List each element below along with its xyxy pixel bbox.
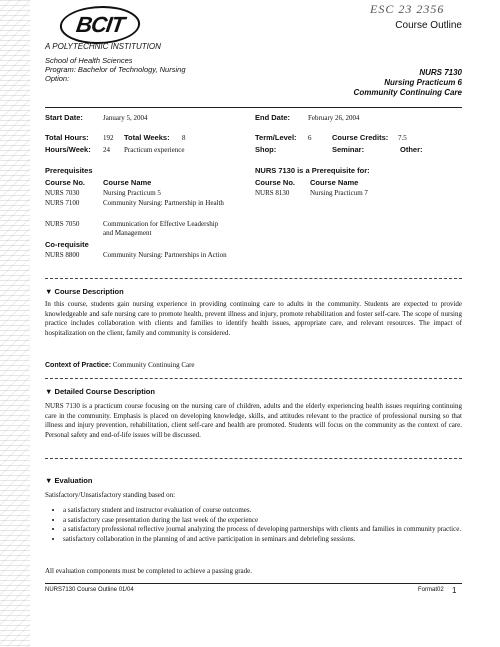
hours-week-label: Hours/Week: <box>45 145 91 154</box>
school-info <box>45 56 186 83</box>
course-subtitle: Community Continuing Care <box>353 88 462 97</box>
prereq-for-heading: NURS 7130 is a Prerequisite for: <box>255 166 370 175</box>
divider <box>45 107 462 108</box>
prereq-no-1: NURS 7030 <box>45 189 80 197</box>
end-date-label: End Date: <box>255 113 291 122</box>
divider <box>45 278 462 279</box>
seminar-label: Seminar: <box>332 145 365 154</box>
scan-noise-edge <box>0 0 30 647</box>
prereq-for-col-name: Course Name <box>310 178 359 187</box>
prereq-name-2: Community Nursing: Partnership in Health <box>103 199 224 207</box>
start-date-value: January 5, 2004 <box>103 114 148 122</box>
list-item: • a satisfactory case presentation during the last week of the experience <box>63 516 473 526</box>
hours-week-desc: Practicum experience <box>124 146 185 154</box>
coreq-heading: Co-requisite <box>45 240 89 249</box>
hours-week-value: 24 <box>103 146 110 154</box>
coreq-no-1: NURS 8800 <box>45 251 80 259</box>
prereq-for-col-no: Course No. <box>255 178 296 187</box>
total-weeks-label: Total Weeks: <box>124 133 170 142</box>
school-name: School of Health Sciences <box>45 56 133 65</box>
evaluation-note: All evaluation components must be completed to achieve a passing grade. <box>45 567 253 575</box>
option-label: Option: <box>45 74 70 83</box>
footer-format: Format02 <box>418 587 444 593</box>
end-date-value: February 26, 2004 <box>308 114 360 122</box>
context-label: Context of Practice: <box>45 362 112 369</box>
list-item: • satisfactory collaboration in the planning of and active participation in seminars and debriefing sessions. <box>63 535 473 545</box>
evaluation-intro: Satisfactory/Unsatisfactory standing based on: <box>45 491 176 499</box>
start-date-label: Start Date: <box>45 113 83 122</box>
credits-value: 7.5 <box>398 134 407 142</box>
prereq-name-3: Communication for Effective Leadership and Management <box>103 220 219 237</box>
prereq-for-name-1: Nursing Practicum 7 <box>310 189 368 197</box>
course-title-block <box>354 68 462 98</box>
other-label: Other: <box>400 145 423 154</box>
term-label: Term/Level: <box>255 133 297 142</box>
prereq-for-no-1: NURS 8130 <box>255 189 290 197</box>
page-number: 1 <box>452 586 457 595</box>
chevron-down-icon: ▼ <box>45 287 53 296</box>
prereq-name-1: Nursing Practicum 5 <box>103 189 161 197</box>
divider <box>45 378 462 379</box>
evaluation-list <box>45 506 473 544</box>
prereq-no-2: NURS 7100 <box>45 199 80 207</box>
detailed-description-heading: ▼ Detailed Course Description <box>45 387 155 396</box>
evaluation-heading: ▼ Evaluation <box>45 476 93 485</box>
course-description-heading: ▼ Course Description <box>45 287 124 296</box>
course-name: Nursing Practicum 6 <box>384 78 462 87</box>
divider <box>45 458 462 459</box>
chevron-down-icon: ▼ <box>45 476 53 485</box>
detailed-description-text: NURS 7130 is a practicum course focusing on the nursing care of children, adults and the elderly experiencing health issues requiring continuing care in the community. Emphasis is placed on developing knowledge, skills, and attitudes relevant to the practice of professional nursing so that illness and injury prevention, rehabilitation, client self-care and health are promoted. Students will focus on the community as the context of care. Personal safety and end-of-life issues will be discussed. <box>45 402 462 439</box>
total-weeks-value: 8 <box>182 134 186 142</box>
list-item: • a satisfactory student and instructor evaluation of course outcomes. <box>63 506 473 516</box>
credits-label: Course Credits: <box>332 133 389 142</box>
list-item: • a satisfactory professional reflective journal analyzing the process of developing partnerships with clients and families in community practice. <box>63 525 473 535</box>
total-hours-value: 192 <box>103 134 114 142</box>
coreq-name-1: Community Nursing: Partnerships in Action <box>103 251 227 259</box>
shop-label: Shop: <box>255 145 277 154</box>
chevron-down-icon: ▼ <box>45 387 53 396</box>
prereq-no-3: NURS 7050 <box>45 220 80 228</box>
prereq-col-no: Course No. <box>45 178 86 187</box>
footer-left: NURS7130 Course Outline 01/04 <box>45 587 134 593</box>
doc-type: Course Outline <box>395 20 462 31</box>
bcit-logo: BCIT <box>57 6 142 44</box>
total-hours-label: Total Hours: <box>45 133 89 142</box>
prereq-col-name: Course Name <box>103 178 152 187</box>
institution-tagline: A POLYTECHNIC INSTITUTION <box>45 42 161 51</box>
handwritten-stamp: ESC 23 2356 <box>370 2 445 16</box>
context-value: Community Continuing Care <box>112 361 195 369</box>
course-description-text: In this course, students gain nursing experience in providing continuing care to adults in the community. Students are expected to provide knowledgeable and safe nursing care to promote health, prevent illness and injury, promote rehabilitation and foster self-care. The scope of nursing practice includes collaboration with clients and families to identify health issues, appropriate care, and relevant resources. The impact of hospitalization on the client, family and community is considered. <box>45 300 462 337</box>
term-value: 6 <box>308 134 312 142</box>
context-of-practice <box>45 361 195 371</box>
footer-divider <box>45 583 462 584</box>
course-code: NURS 7130 <box>419 68 462 77</box>
program-name: Program: Bachelor of Technology, Nursing <box>45 65 186 74</box>
prereq-heading: Prerequisites <box>45 166 93 175</box>
